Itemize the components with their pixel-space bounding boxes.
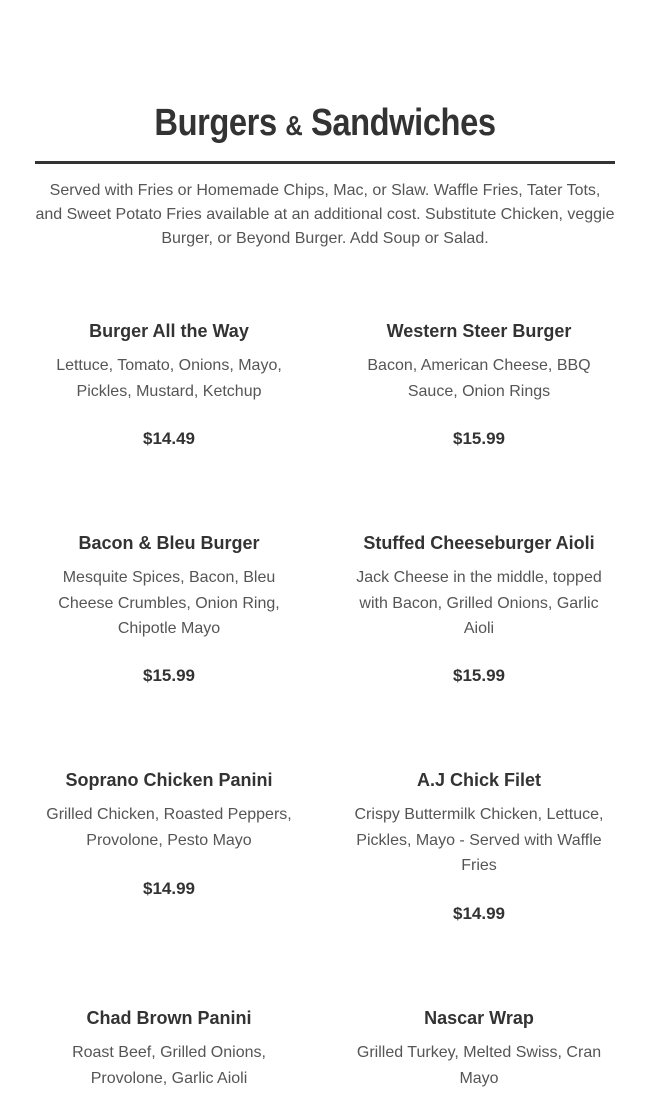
menu-item-name: Soprano Chicken Panini (65, 770, 273, 790)
section-intro: Served with Fries or Homemade Chips, Mac, or Slaw. Waffle Fries, Tater Tots, and Sweet Potato Fries available at an additional cost. Substitute Chicken, veggie Burger, or Beyond Burger. Add Soup or Salad. (35, 182, 615, 247)
menu-item-description: Crispy Buttermilk Chicken, Lettuce, Pickles, Mayo - Served with Waffle Fries (354, 806, 604, 874)
menu-item (349, 768, 609, 923)
menu-item-price: $14.49 (143, 429, 195, 448)
section-title (46, 98, 605, 151)
menu-item-description: Bacon, American Cheese, BBQ Sauce, Onion Rings (367, 357, 591, 400)
menu-item (39, 531, 299, 685)
menu-item-description: Lettuce, Tomato, Onions, Mayo, Pickles, Mustard, Ketchup (56, 357, 282, 400)
menu-item-name: Chad Brown Panini (86, 1008, 252, 1028)
menu-item-name: Western Steer Burger (386, 321, 572, 341)
menu-item-price: $14.99 (143, 879, 195, 898)
menu-item-name: Nascar Wrap (424, 1008, 534, 1028)
menu-item-price: $15.99 (453, 429, 505, 448)
section-title-part2: Sandwiches (310, 102, 496, 144)
menu-item (39, 319, 299, 448)
menu-item (39, 768, 299, 898)
section-title-ampersand: & (285, 110, 303, 141)
menu-item-description: Mesquite Spices, Bacon, Bleu Cheese Crumbles, Onion Ring, Chipotle Mayo (58, 569, 280, 637)
menu-item-name: Bacon & Bleu Burger (78, 533, 260, 553)
section-title-part1: Burgers (154, 102, 277, 144)
menu-item-name: Burger All the Way (89, 321, 249, 341)
menu-item-price: $15.99 (453, 666, 505, 685)
menu-item-price: $15.99 (143, 666, 195, 685)
menu-item (349, 531, 609, 685)
menu-item-price: $14.99 (453, 904, 505, 923)
menu-item (349, 319, 609, 448)
menu-item-description: Roast Beef, Grilled Onions, Provolone, Garlic Aioli (72, 1044, 266, 1087)
section-divider (35, 161, 615, 164)
menu-item (39, 1006, 299, 1091)
menu-item-name: Stuffed Cheeseburger Aioli (363, 533, 595, 553)
menu-item-description: Jack Cheese in the middle, topped with Bacon, Grilled Onions, Garlic Aioli (356, 569, 602, 637)
menu-item-description: Grilled Turkey, Melted Swiss, Cran Mayo (356, 1044, 602, 1087)
menu-item (349, 1006, 609, 1091)
menu-item-description: Grilled Chicken, Roasted Peppers, Provolone, Pesto Mayo (46, 806, 292, 849)
menu-item-name: A.J Chick Filet (416, 770, 542, 790)
